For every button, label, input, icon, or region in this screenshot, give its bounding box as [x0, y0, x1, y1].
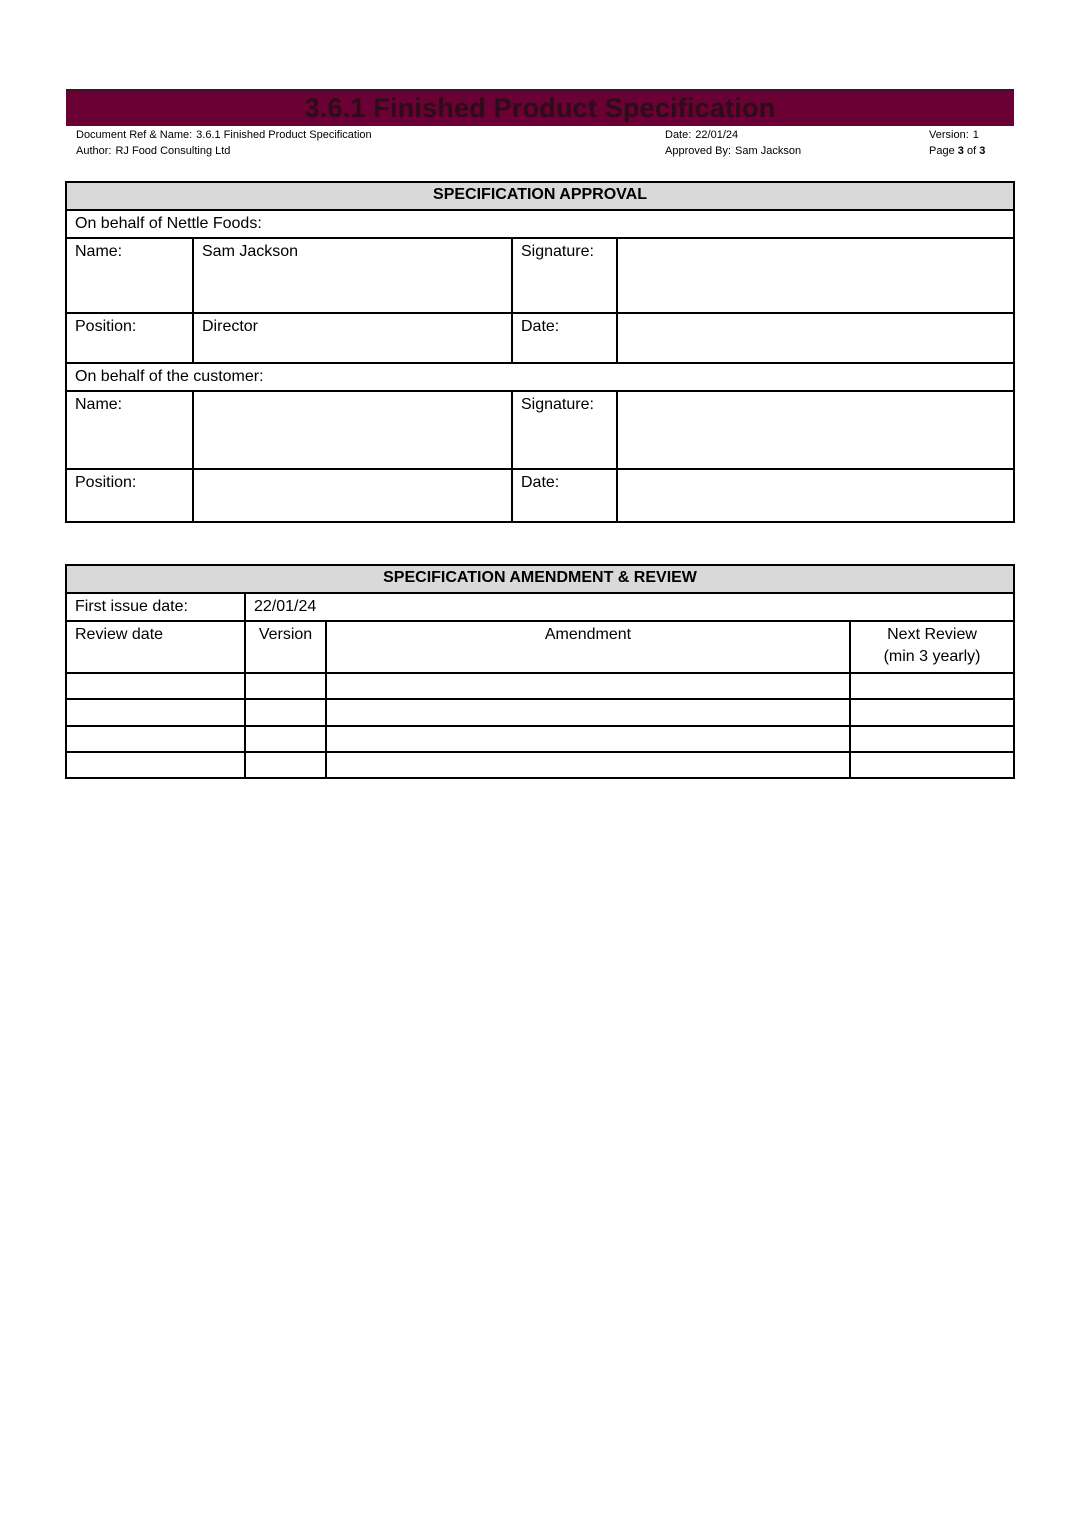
nettle-date-field[interactable]: [617, 313, 1014, 363]
specification-approval-table: [65, 181, 1015, 523]
customer-name-field[interactable]: [193, 391, 512, 469]
document-title: 3.6.1 Finished Product Specification: [304, 93, 776, 123]
page-of: of: [966, 145, 977, 157]
next-review-cell[interactable]: [850, 752, 1014, 778]
version-cell[interactable]: [245, 726, 326, 752]
table-row: [66, 673, 1014, 699]
review-date-cell[interactable]: [66, 673, 245, 699]
first-issue-label: First issue date:: [66, 593, 245, 621]
version-label: Version:: [929, 129, 969, 141]
amendment-cell[interactable]: [326, 673, 850, 699]
customer-date-field[interactable]: [617, 469, 1014, 522]
next-review-cell[interactable]: [850, 673, 1014, 699]
version-cell[interactable]: [245, 752, 326, 778]
review-heading: SPECIFICATION AMENDMENT & REVIEW: [66, 565, 1014, 593]
amendment-cell[interactable]: [326, 752, 850, 778]
doc-ref-label: Document Ref & Name:: [76, 129, 193, 141]
next-review-cell[interactable]: [850, 726, 1014, 752]
first-issue-value: 22/01/24: [245, 593, 1014, 621]
version-cell[interactable]: [245, 699, 326, 726]
nettle-position-label: Position:: [66, 313, 193, 363]
version-header: Version: [245, 621, 326, 673]
nettle-signature-label: Signature:: [512, 238, 617, 313]
table-row: [66, 726, 1014, 752]
nettle-position-field[interactable]: Director: [193, 313, 512, 363]
review-date-cell[interactable]: [66, 699, 245, 726]
approved-by-label: Approved By:: [665, 145, 732, 157]
title-bar: [66, 89, 1014, 126]
meta-left: [76, 127, 372, 159]
nettle-name-label: Name:: [66, 238, 193, 313]
review-date-cell[interactable]: [66, 726, 245, 752]
author-label: Author:: [76, 145, 112, 157]
page-current: 3: [957, 145, 964, 157]
next-review-note: (min 3 yearly): [883, 648, 981, 665]
next-review-cell[interactable]: [850, 699, 1014, 726]
meta-mid: [665, 127, 801, 159]
table-row: [66, 699, 1014, 726]
customer-signature-field[interactable]: [617, 391, 1014, 469]
amendment-cell[interactable]: [326, 726, 850, 752]
amendment-header: Amendment: [326, 621, 850, 673]
table-row: [66, 752, 1014, 778]
next-review-header: [850, 621, 1014, 673]
nettle-signature-field[interactable]: [617, 238, 1014, 313]
version-value: 1: [972, 129, 979, 141]
author-value: RJ Food Consulting Ltd: [115, 145, 231, 157]
customer-position-field[interactable]: [193, 469, 512, 522]
review-date-header: Review date: [66, 621, 245, 673]
next-review-label: Next Review: [887, 626, 977, 643]
date-label: Date:: [665, 129, 692, 141]
nettle-date-label: Date:: [512, 313, 617, 363]
customer-date-label: Date:: [512, 469, 617, 522]
approval-heading: SPECIFICATION APPROVAL: [66, 182, 1014, 210]
amendment-cell[interactable]: [326, 699, 850, 726]
page-total: 3: [979, 145, 986, 157]
doc-ref-value: 3.6.1 Finished Product Specification: [196, 129, 372, 141]
date-value: 22/01/24: [695, 129, 739, 141]
customer-position-label: Position:: [66, 469, 193, 522]
customer-name-label: Name:: [66, 391, 193, 469]
version-cell[interactable]: [245, 673, 326, 699]
nettle-foods-caption: On behalf of Nettle Foods:: [66, 210, 1014, 238]
page-prefix: Page: [929, 145, 955, 157]
nettle-name-field[interactable]: Sam Jackson: [193, 238, 512, 313]
approved-by-value: Sam Jackson: [735, 145, 802, 157]
meta-right: [929, 127, 985, 159]
customer-caption: On behalf of the customer:: [66, 363, 1014, 391]
amendment-review-table: [65, 564, 1015, 779]
review-date-cell[interactable]: [66, 752, 245, 778]
customer-signature-label: Signature:: [512, 391, 617, 469]
